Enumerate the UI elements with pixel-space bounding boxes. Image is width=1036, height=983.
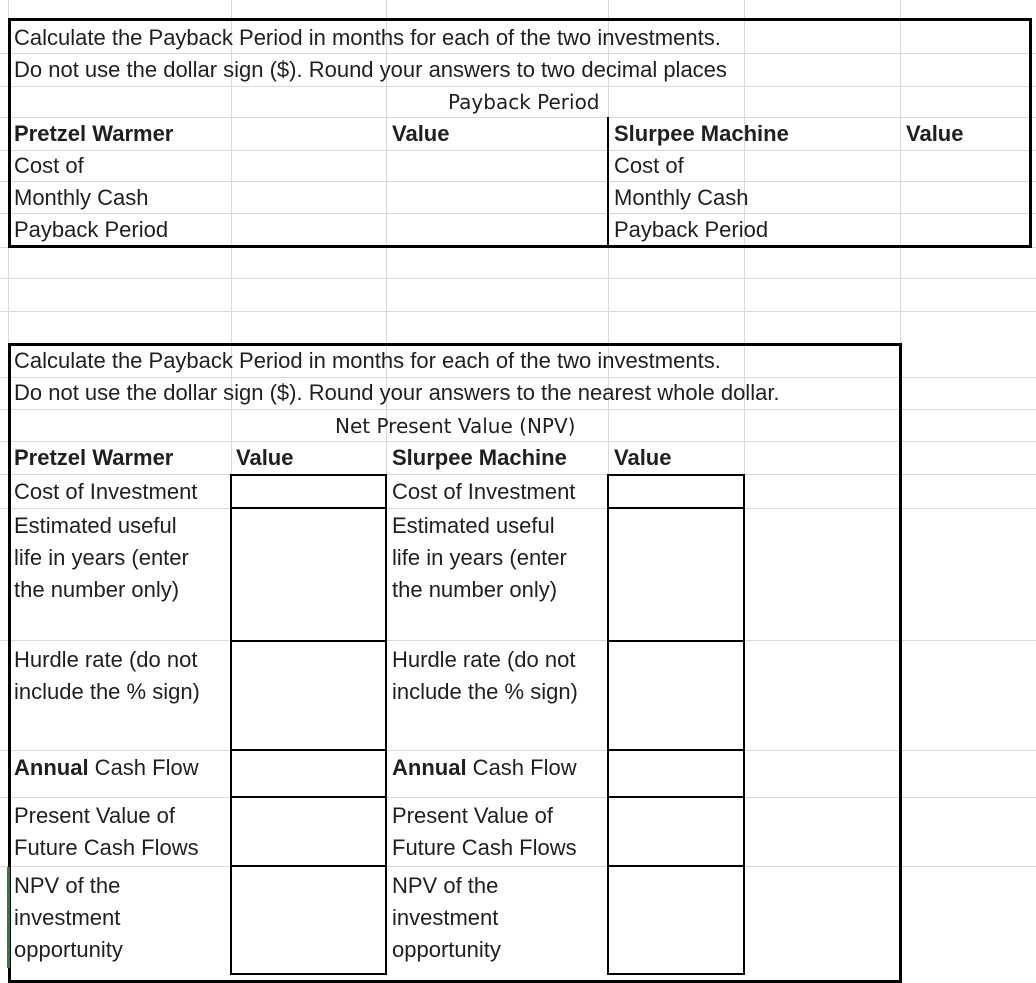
npv-left-annual-bold: Annual	[14, 755, 89, 780]
payback-right-monthly-label: Monthly Cash	[614, 185, 749, 210]
npv-right-hurdle-label-2: include the % sign)	[392, 679, 578, 704]
npv-instruction-1: Calculate the Payback Period in months for each of the two investments.	[14, 348, 721, 373]
npv-right-pv-label-1: Present Value of	[392, 803, 554, 828]
npv-left-npv-label-1: NPV of the	[14, 873, 121, 898]
npv-right-annual-rest: Cash Flow	[466, 755, 577, 780]
payback-instruction-2: Do not use the dollar sign ($). Round your answers to two decimal places	[14, 57, 727, 82]
npv-right-npv-label-1: NPV of the	[392, 873, 499, 898]
npv-right-value-header: Value	[614, 445, 672, 470]
slurpee-hurdle-input[interactable]	[607, 640, 745, 751]
npv-right-life-label-2: life in years (enter	[392, 545, 567, 570]
pretzel-life-input[interactable]	[230, 507, 387, 642]
payback-divider	[607, 117, 609, 247]
npv-left-npv-label-2: investment	[14, 905, 121, 930]
npv-right-annual-bold: Annual	[392, 755, 467, 780]
slurpee-annual-cash-input[interactable]	[607, 749, 745, 798]
npv-table-title: Net Present Value (NPV)	[335, 414, 576, 438]
npv-right-life-label-1: Estimated useful	[392, 513, 555, 538]
pretzel-npv-input[interactable]	[230, 865, 387, 975]
slurpee-cost-input[interactable]	[607, 474, 745, 509]
npv-left-life-label-1: Estimated useful	[14, 513, 177, 538]
npv-left-pv-label-1: Present Value of	[14, 803, 176, 828]
slurpee-npv-input[interactable]	[607, 865, 745, 975]
npv-left-hurdle-label-2: include the % sign)	[14, 679, 200, 704]
npv-right-hurdle-label-1: Hurdle rate (do not	[392, 647, 576, 672]
npv-left-cost-label: Cost of Investment	[14, 479, 198, 504]
payback-right-cost-label: Cost of	[614, 153, 684, 178]
npv-right-header: Slurpee Machine	[392, 445, 567, 470]
npv-right-npv-label-3: opportunity	[392, 937, 501, 962]
npv-left-value-header: Value	[236, 445, 294, 470]
payback-left-header: Pretzel Warmer	[14, 121, 174, 146]
selected-cell-indicator	[7, 867, 10, 968]
payback-left-value-header: Value	[392, 121, 450, 146]
payback-left-cost-label: Cost of	[14, 153, 84, 178]
npv-left-hurdle-label-1: Hurdle rate (do not	[14, 647, 198, 672]
slurpee-pv-input[interactable]	[607, 796, 745, 867]
npv-left-header: Pretzel Warmer	[14, 445, 174, 470]
npv-right-annual-label	[392, 752, 577, 784]
slurpee-life-input[interactable]	[607, 507, 745, 642]
pretzel-hurdle-input[interactable]	[230, 640, 387, 751]
payback-instruction-1: Calculate the Payback Period in months for each of the two investments.	[14, 25, 721, 50]
npv-left-life-label-3: the number only)	[14, 577, 180, 602]
payback-left-monthly-label: Monthly Cash	[14, 185, 149, 210]
npv-left-annual-rest: Cash Flow	[88, 755, 199, 780]
payback-right-value-header: Value	[906, 121, 964, 146]
npv-right-cost-label: Cost of Investment	[392, 479, 576, 504]
npv-right-life-label-3: the number only)	[392, 577, 558, 602]
npv-left-annual-label	[14, 752, 199, 784]
payback-right-period-label: Payback Period	[614, 217, 769, 242]
npv-left-life-label-2: life in years (enter	[14, 545, 189, 570]
npv-right-npv-label-2: investment	[392, 905, 499, 930]
npv-instruction-2: Do not use the dollar sign ($). Round your answers to the nearest whole dollar.	[14, 380, 780, 405]
payback-right-header: Slurpee Machine	[614, 121, 789, 146]
npv-right-pv-label-2: Future Cash Flows	[392, 835, 577, 860]
pretzel-pv-input[interactable]	[230, 796, 387, 867]
pretzel-annual-cash-input[interactable]	[230, 749, 387, 798]
npv-left-pv-label-2: Future Cash Flows	[14, 835, 199, 860]
npv-left-npv-label-3: opportunity	[14, 937, 123, 962]
payback-table-title: Payback Period	[448, 90, 600, 114]
payback-left-period-label: Payback Period	[14, 217, 169, 242]
pretzel-cost-input[interactable]	[230, 474, 387, 509]
